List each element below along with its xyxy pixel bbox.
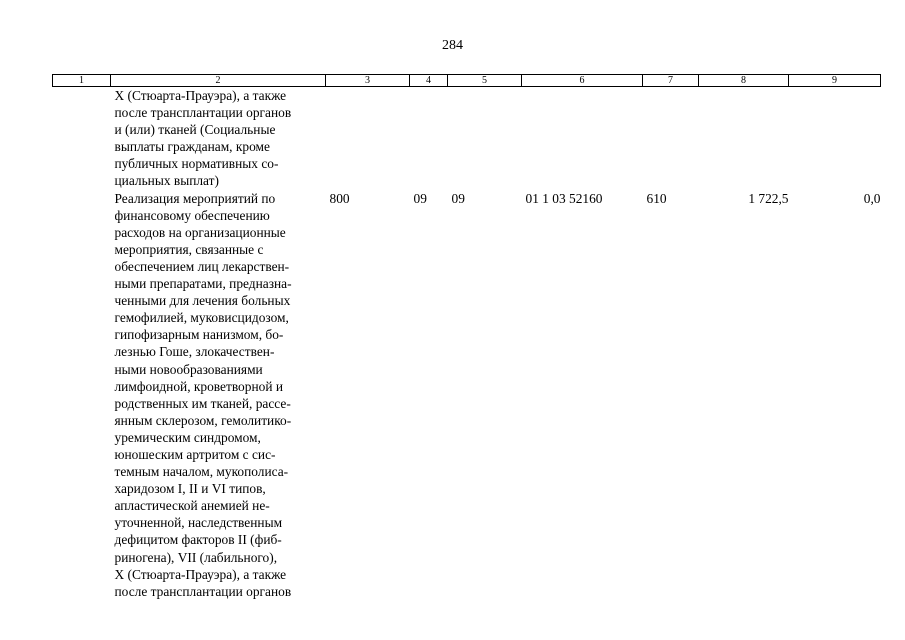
table-row [53,190,881,600]
text-line: уремическим синдромом, [114,429,261,445]
text-line: расходов на организационные [114,224,286,240]
text-line: лимфоидной, кроветворной и [114,378,283,394]
row-amount-col-9: 0,0 [863,190,881,206]
text-line: юношеским артритом с сис- [114,446,276,462]
text-line: ными новообразованиями [114,361,263,377]
table-header-row [53,75,881,87]
row-target-article: 01 1 03 52160 [525,190,603,206]
header-col-3: 3 [326,75,410,87]
header-col-1: 1 [53,75,111,87]
header-col-9: 9 [789,75,881,87]
row-section-code: 800 [329,190,350,206]
text-line: ченными для лечения больных [114,293,291,309]
text-line: гипофизарным нанизмом, бо- [114,327,284,343]
header-col-7: 7 [643,75,699,87]
text-line: финансовому обеспечению [114,207,270,223]
row-amount-col-8: 1 722,5 [748,190,789,206]
text-line: X (Стюарта-Прауэра), а также [114,88,287,103]
header-col-2: 2 [111,75,326,87]
row-description [111,190,326,600]
text-line: после трансплантации органов [114,105,292,121]
text-line: апластической анемией не- [114,498,270,514]
text-line: мероприятия, связанные с [114,241,264,257]
text-line: выплаты гражданам, кроме [114,139,270,155]
text-line: гемофилией, муковисцидозом, [114,310,289,326]
text-line: Реализация мероприятий по [114,190,276,206]
text-line: ными препаратами, предназна- [114,276,292,292]
text-line: дефицитом факторов II (фиб- [114,532,282,548]
row-expense-type: 610 [646,190,667,206]
text-line: риногена), VII (лабильного), [114,549,278,565]
text-line: после трансплантации органов [114,583,292,599]
header-col-5: 5 [448,75,522,87]
row-item-code: 09 [451,190,465,206]
text-line: публичных нормативных со- [114,156,279,172]
continuation-col-1 [53,87,111,190]
page-number: 284 [442,38,463,53]
text-line: родственных им тканей, рассе- [114,395,291,411]
text-line: темным началом, мукополиса- [114,464,289,480]
continuation-description [111,87,326,190]
text-line: харидозом I, II и VI типов, [114,481,266,497]
row-col-1 [53,190,111,600]
text-line: обеспечением лиц лекарствен- [114,258,290,274]
budget-table [52,74,881,600]
text-line: X (Стюарта-Прауэра), а также [114,566,287,582]
text-line: лезнью Гоше, злокачествен- [114,344,275,360]
row-subsection-code: 09 [413,190,427,206]
text-line: уточненной, наследственным [114,515,283,531]
continuation-row [53,87,881,190]
header-col-8: 8 [699,75,789,87]
text-line: и (или) тканей (Социальные [114,122,276,138]
text-line: циальных выплат) [114,173,219,189]
text-line: янным склерозом, гемолитико- [114,412,292,428]
header-col-6: 6 [522,75,643,87]
header-col-4: 4 [410,75,448,87]
